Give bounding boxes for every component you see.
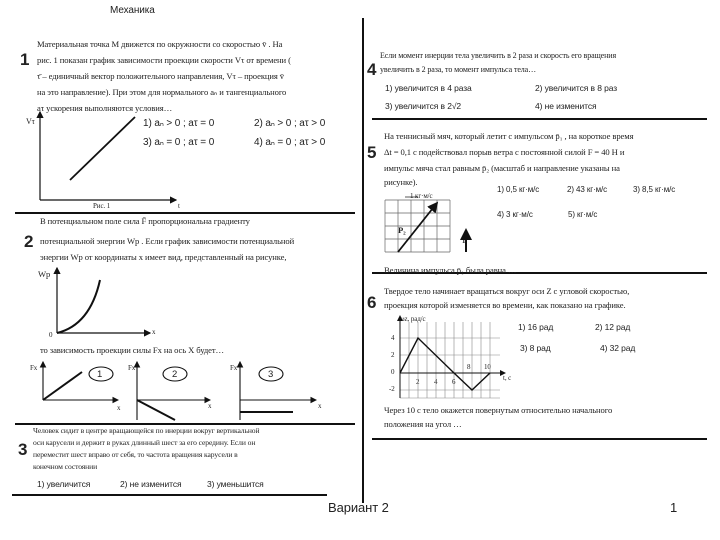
tick-label: 2 — [391, 351, 395, 359]
option[interactable]: 3) aₙ = 0 ; aτ = 0 — [143, 137, 215, 148]
option[interactable]: 1) увеличится — [37, 479, 91, 489]
option[interactable]: 4) не изменится — [535, 101, 597, 111]
axis-label: 0 — [49, 331, 53, 339]
question-number: 1 — [20, 50, 30, 69]
text-line: Материальная точка M движется по окружности со скоростью v̄ . На — [37, 39, 283, 49]
axis-label: t — [178, 202, 180, 210]
option[interactable]: 2) 12 рад — [595, 322, 631, 332]
text-line: на это направление). При этом для нормального aₙ и тангенциального — [37, 87, 287, 97]
option[interactable]: 4) aₙ = 0 ; aτ > 0 — [254, 137, 326, 148]
option[interactable]: 2) aₙ > 0 ; aτ > 0 — [254, 118, 326, 129]
axis-label: x — [318, 402, 322, 410]
option[interactable]: 2) не изменится — [120, 479, 182, 489]
option[interactable]: 3) 8 рад — [520, 343, 551, 353]
option[interactable]: 5) кг·м/с — [568, 210, 598, 219]
question-number: 6 — [367, 293, 377, 312]
option[interactable]: 1) aₙ > 0 ; aτ = 0 — [143, 118, 215, 129]
vector-label: P₂ — [398, 225, 406, 235]
q5-figure — [385, 197, 469, 252]
text-line: τ̄ – единичный вектор положительного направления, Vτ – проекция v̄ — [37, 71, 284, 81]
tick-label: 8 — [467, 363, 471, 371]
option[interactable]: 4) 32 рад — [600, 343, 636, 353]
tick-label: 4 — [391, 334, 395, 342]
tick-label: 2 — [416, 378, 420, 386]
text-line: В потенциальном поле сила F̄ пропорциональна градиенту — [40, 216, 250, 226]
axis-label: x — [208, 402, 212, 410]
graph-option-label[interactable]: 3 — [268, 369, 274, 380]
text-line: рис. 1 показан график зависимости проекции скорости Vτ от времени ( — [37, 55, 291, 65]
axis-label: x — [117, 404, 121, 412]
axis-label: Wp — [38, 269, 51, 279]
text-line: Δt = 0,1 с подействовал порыв ветра с постоянной силой F = 40 Н и — [384, 147, 625, 157]
text-line: энергии Wp от координаты x имеет вид, представленный на рисунке, — [40, 252, 287, 262]
axis-label: Fx — [30, 364, 38, 372]
axis-label: Vτ — [26, 117, 35, 126]
text-line: рисунке). — [384, 177, 418, 187]
page-number: 1 — [670, 500, 678, 515]
text-line: переместит шест вправо от себя, то частота вращения карусели в — [33, 450, 238, 459]
option[interactable]: 1) 0,5 кг·м/с — [497, 185, 540, 194]
tick-label: 0 — [391, 368, 395, 376]
figure-caption: Рис. 1 — [93, 202, 111, 210]
option[interactable]: 1) 16 рад — [518, 322, 554, 332]
q2-wp-graph — [57, 268, 150, 333]
option[interactable]: 2) увеличится в 8 раз — [535, 83, 618, 93]
text-line: конечном состоянии — [33, 462, 98, 471]
option[interactable]: 3) уменьшится — [207, 479, 264, 489]
text-line: увеличить в 2 раза, то момент импульса тела… — [380, 65, 537, 74]
page-title: Механика — [110, 5, 155, 16]
text-line: Если момент инерции тела увеличить в 2 раза и скорость его вращения — [380, 51, 617, 60]
text-line: положения на угол … — [384, 419, 462, 429]
text-line: Величина импульса p̄₁ была равна … — [384, 265, 517, 275]
p2-arrow — [398, 203, 437, 252]
question-number: 3 — [18, 440, 28, 459]
graph-option-label[interactable]: 2 — [172, 369, 178, 380]
text-line: aτ ускорения выполняются условия… — [37, 103, 173, 113]
text-line: Человек сидит в центре вращающейся по инерции вокруг вертикальной — [33, 426, 260, 435]
text-line: На теннисный мяч, который летит с импульсом p̄₁ , на короткое время — [384, 131, 634, 141]
text-line: проекция которой изменяется во времени, как показано на графике. — [384, 300, 626, 310]
axis-label: Fx — [128, 364, 136, 372]
axis-label: x — [152, 328, 156, 336]
scale-label: 1 кг·м/с — [410, 192, 433, 200]
variant-label: Вариант 2 — [328, 500, 389, 515]
tick-label: 4 — [434, 378, 438, 386]
option[interactable]: 3) увеличится в 2√2 — [385, 101, 462, 111]
tick-label: 6 — [452, 378, 456, 386]
text-line: Через 10 с тело окажется повернутым относительно начального — [384, 405, 613, 415]
vector-label: F̄ — [462, 234, 469, 246]
axis-label: Fx — [230, 364, 238, 372]
question-number: 5 — [367, 143, 377, 162]
option[interactable]: 3) 8,5 кг·м/с — [633, 185, 676, 194]
question-number: 4 — [367, 60, 377, 79]
question-number: 2 — [24, 232, 34, 251]
q6-graph — [400, 316, 505, 398]
q1-graph — [40, 112, 176, 200]
text-line: импульс мяча стал равным p̄₂ (масштаб и направление указаны на — [384, 163, 620, 173]
text-line: то зависимость проекции силы Fx на ось X будет… — [40, 345, 224, 355]
text-line: оси карусели и держит в руках длинный шест за его середину. Если он — [33, 438, 256, 447]
q2-option-graphs — [43, 362, 316, 420]
energy-curve — [57, 280, 100, 333]
option[interactable]: 1) увеличится в 4 раза — [385, 83, 472, 93]
text-line: Твердое тело начинает вращаться вокруг оси Z с угловой скоростью, — [384, 286, 630, 296]
axis-label: t, с — [503, 374, 512, 382]
axis-label: ωz, рад/с — [400, 315, 426, 323]
tick-label: 10 — [484, 363, 491, 371]
option[interactable]: 4) 3 кг·м/с — [497, 210, 533, 219]
velocity-line — [70, 117, 135, 180]
graph-option-label[interactable]: 1 — [97, 369, 103, 380]
text-line: потенциальной энергии Wp . Если график зависимости потенциальной — [40, 236, 295, 246]
option[interactable]: 2) 43 кг·м/с — [567, 185, 608, 194]
tick-label: -2 — [389, 385, 395, 393]
